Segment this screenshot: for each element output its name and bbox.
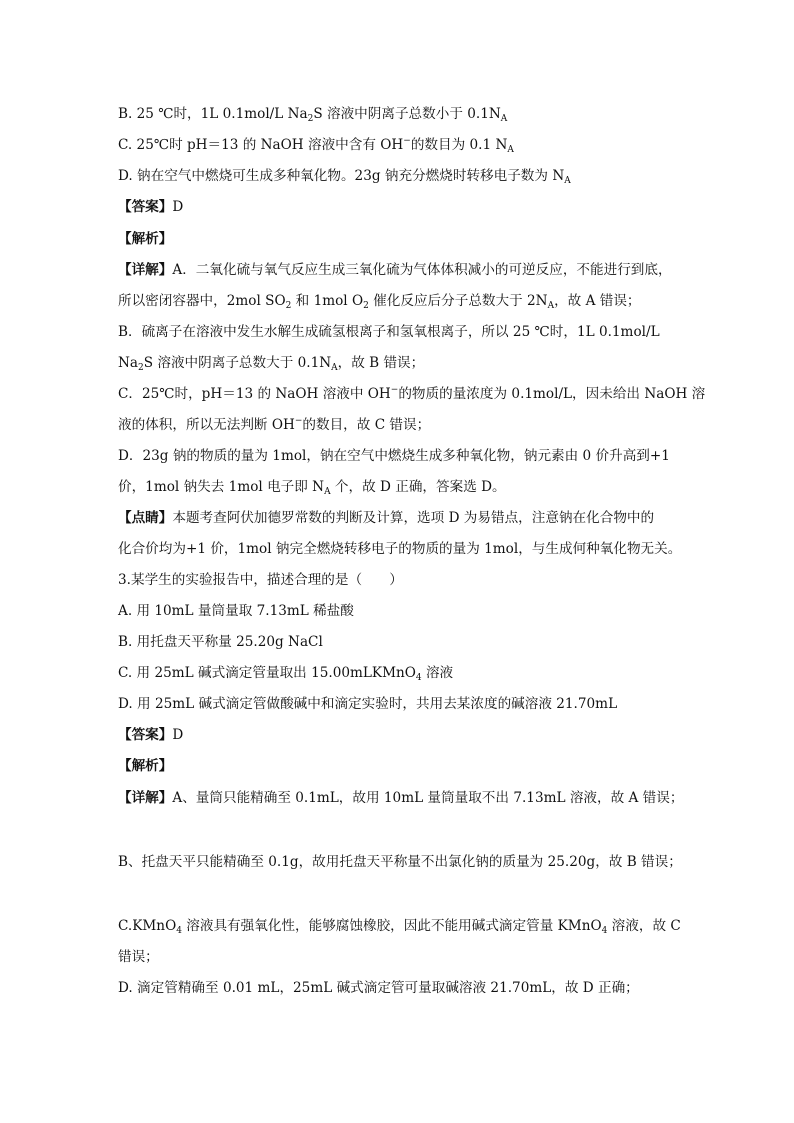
text-line-d: D. 钠在空气中燃烧可生成多种氧化物。23g 钠充分燃烧时转移电子数为 $N_A$: [118, 168, 571, 186]
text-line-xj1a: 【详解】A．二氧化硫与氧气反应生成三氧化硫为气体体积减小的可逆反应，不能进行到底，: [118, 262, 672, 278]
text-line-xj2e: D. 滴定管精确至 0.01 mL，25mL 碱式滴定管可量取碱溶液 21.70mL，故 D 正确；: [118, 980, 639, 996]
text-line-xj1e: C．25℃时，pH＝13 的 NaOH 溶液中 OH−的物质的量浓度为 0.1mol/L，因未给出 NaOH 溶: [118, 385, 706, 402]
text-line-xj2a: 【详解】A、量筒只能精确至 0.1mL，故用 10mL 量筒量取不出 7.13mL 溶液，故 A 错误；: [118, 790, 684, 806]
text-line-xj1g: D．23g 钠的物质的量为 1mol，钠在空气中燃烧生成多种氧化物，钠元素由 0 价升高到+1: [118, 448, 670, 464]
text-line-xj1d: $Na_2S$ 溶液中阴离子总数大于 $0.1N_A$，故 B 错误；: [118, 355, 425, 373]
text-line-q3d: D. 用 25mL 碱式滴定管做酸碱中和滴定实验时，共用去某浓度的碱溶液 21.70mL: [118, 696, 618, 712]
text-line-b: B. 25 ℃时，1L 0.1mol/L $Na_2S$ 溶液中阴离子总数小于 $0.1N_A$: [118, 106, 508, 124]
text-line-q3: 3.某学生的实验报告中，描述合理的是（ ）: [118, 572, 403, 588]
text-line-jiexi1: 【解析】: [118, 231, 173, 247]
text-line-ans1: 【答案】D: [118, 199, 184, 215]
text-line-c: C. 25℃时 pH＝13 的 NaOH 溶液中含有 OH−的数目为 0.1 $N_A$: [118, 136, 514, 155]
text-line-xj1h: 价，1mol 钠失去 1mol 电子即 $N_A$ 个，故 D 正确，答案选 D。: [118, 479, 506, 497]
text-line-xj2c: C.KMnO$_4$ 溶液具有强氧化性，能够腐蚀橡胶，因此不能用碱式滴定管量 KMnO$_4$ 溶液，故 C: [118, 918, 681, 936]
text-line-dj1b: 化合价均为+1 价，1mol 钠完全燃烧转移电子的物质的量为 1mol，与生成何种氧化物无关。: [118, 541, 682, 557]
text-line-dj1a: 【点睛】本题考查阿伏加德罗常数的判断及计算，选项 D 为易错点，注意钠在化合物中的: [118, 510, 655, 526]
text-line-q3b: B. 用托盘天平称量 25.20g NaCl: [118, 634, 323, 650]
text-line-xj1b: 所以密闭容器中，2mol $SO_2$ 和 1mol $O_2$ 催化反应后分子总数大于 $2N_A$，故 A 错误；: [118, 293, 641, 311]
text-line-q3c: C. 用 25mL 碱式滴定管量取出 15.00mLKMnO$_4$ 溶液: [118, 665, 454, 683]
text-line-q3a: A. 用 10mL 量筒量取 7.13mL 稀盐酸: [118, 603, 354, 619]
text-line-jiexi2: 【解析】: [118, 758, 173, 774]
text-line-ans2: 【答案】D: [118, 727, 184, 743]
text-line-xj1c: B．硫离子在溶液中发生水解生成硫氢根离子和氢氧根离子，所以 25 ℃时，1L 0.1mol/L: [118, 324, 660, 340]
text-line-xj2d: 错误；: [118, 949, 159, 965]
text-line-xj2b: B、托盘天平只能精确至 0.1g，故用托盘天平称量不出氯化钠的质量为 25.20g，故 B 错误；: [118, 854, 682, 870]
text-line-xj1f: 液的体积，所以无法判断 OH−的数目，故 C 错误；: [118, 416, 431, 433]
